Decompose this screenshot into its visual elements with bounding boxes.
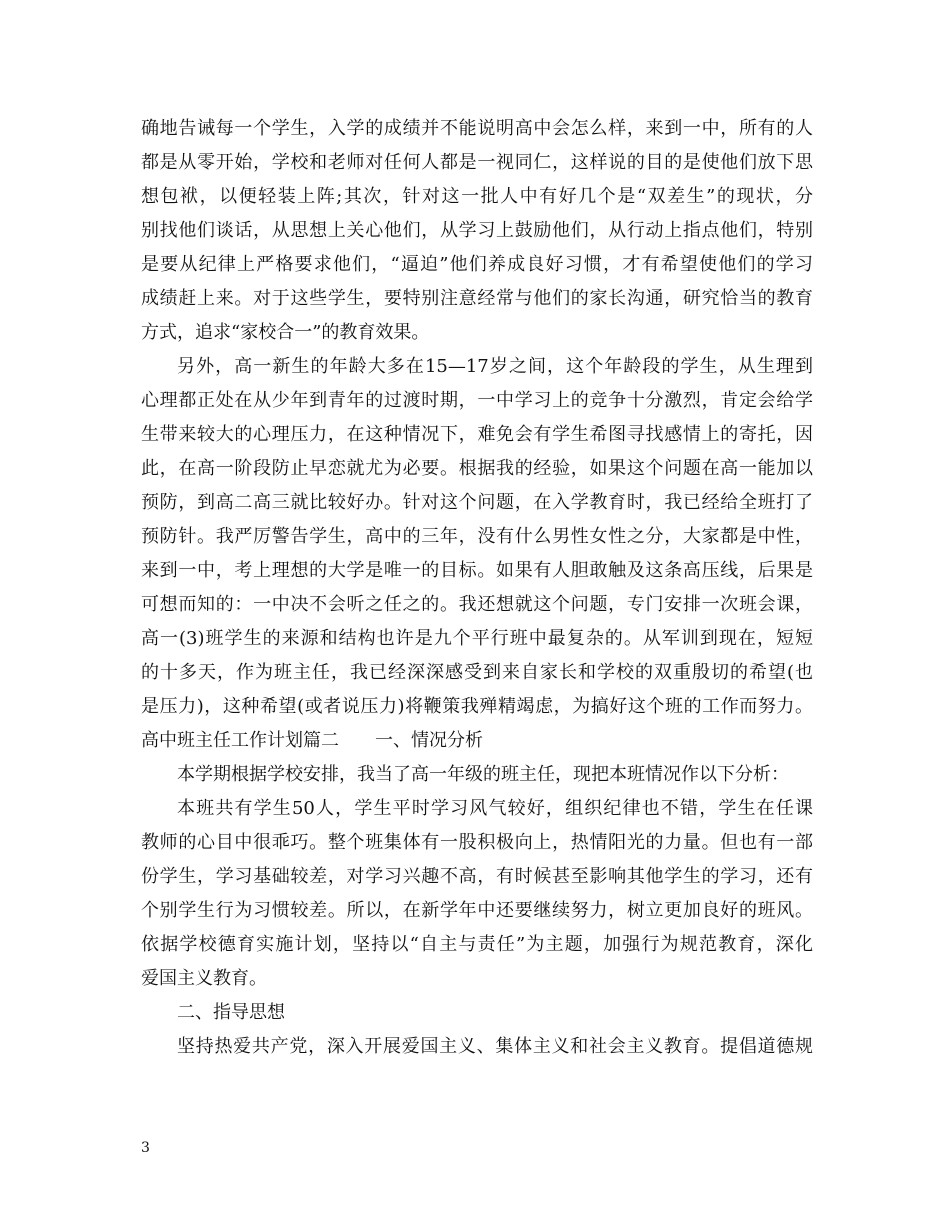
body-text-line: 都是从零开始，学校和老师对任何人都是一视同仁，这样说的目的是使他们放下思 <box>141 152 813 173</box>
body-text-line: 坚持热爱共产党，深入开展爱国主义、集体主义和社会主义教育。提倡道德规 <box>177 1036 813 1057</box>
body-text-line: 此，在高一阶段防止早恋就尤为必要。根据我的经验，如果这个问题在高一能加以 <box>141 458 813 479</box>
body-text-line: 心理都正处在从少年到青年的过渡时期，一中学习上的竞争十分激烈，肯定会给学 <box>141 390 813 411</box>
body-text-line: 教师的心目中很乖巧。整个班集体有一股积极向上，热情阳光的力量。但也有一部 <box>141 832 813 853</box>
section-heading: 高中班主任工作计划篇二 一、情况分析 <box>141 730 483 751</box>
body-text-line: 方式，追求“家校合一”的教育效果。 <box>141 322 430 343</box>
body-text-line: 本学期根据学校安排，我当了高一年级的班主任，现把本班情况作以下分析： <box>177 764 789 785</box>
body-text-line: 本班共有学生50人，学生平时学习风气较好，组织纪律也不错，学生在任课 <box>177 798 813 819</box>
page-number: 3 <box>141 1140 150 1156</box>
body-text-line: 想包袱，以便轻装上阵;其次，针对这一批人中有好几个是“双差生”的现状，分 <box>141 186 813 207</box>
body-text-line: 成绩赶上来。对于这些学生，要特别注意经常与他们的家长沟通，研究恰当的教育 <box>141 288 813 309</box>
body-text-line: 个别学生行为习惯较差。所以，在新学年中还要继续努力，树立更加良好的班风。 <box>141 900 813 921</box>
body-text-line: 是要从纪律上严格要求他们，“逼迫”他们养成良好习惯，才有希望使他们的学习 <box>141 254 813 275</box>
body-text-line: 另外，高一新生的年龄大多在15—17岁之间，这个年龄段的学生，从生理到 <box>177 356 813 377</box>
body-text-line: 确地告诫每一个学生，入学的成绩并不能说明高中会怎么样，来到一中，所有的人 <box>141 118 813 139</box>
body-text-line: 预防，到高二高三就比较好办。针对这个问题，在入学教育时，我已经给全班打了 <box>141 492 813 513</box>
body-text-line: 预防针。我严厉警告学生，高中的三年，没有什么男性女性之分，大家都是中性， <box>141 526 813 547</box>
body-text-line: 的十多天，作为班主任，我已经深深感受到来自家长和学校的双重殷切的希望(也 <box>141 662 813 683</box>
body-text-line: 高一(3)班学生的来源和结构也许是九个平行班中最复杂的。从军训到现在，短短 <box>141 628 813 649</box>
body-text-line: 别找他们谈话，从思想上关心他们，从学习上鼓励他们，从行动上指点他们，特别 <box>141 220 813 241</box>
section-heading: 二、指导思想 <box>177 1002 285 1023</box>
body-text-line: 依据学校德育实施计划，坚持以“自主与责任”为主题，加强行为规范教育，深化 <box>141 934 813 955</box>
body-text-line: 生带来较大的心理压力，在这种情况下，难免会有学生希图寻找感情上的寄托，因 <box>141 424 813 445</box>
body-text-line: 可想而知的：一中决不会听之任之的。我还想就这个问题，专门安排一次班会课， <box>141 594 813 615</box>
body-text-line: 来到一中，考上理想的大学是唯一的目标。如果有人胆敢触及这条高压线，后果是 <box>141 560 813 581</box>
body-text-line: 是压力)，这种希望(或者说压力)将鞭策我殚精竭虑，为搞好这个班的工作而努力。 <box>141 696 813 717</box>
body-text-line: 份学生，学习基础较差，对学习兴趣不高，有时候甚至影响其他学生的学习，还有 <box>141 866 813 887</box>
body-text-line: 爱国主义教育。 <box>141 968 267 989</box>
